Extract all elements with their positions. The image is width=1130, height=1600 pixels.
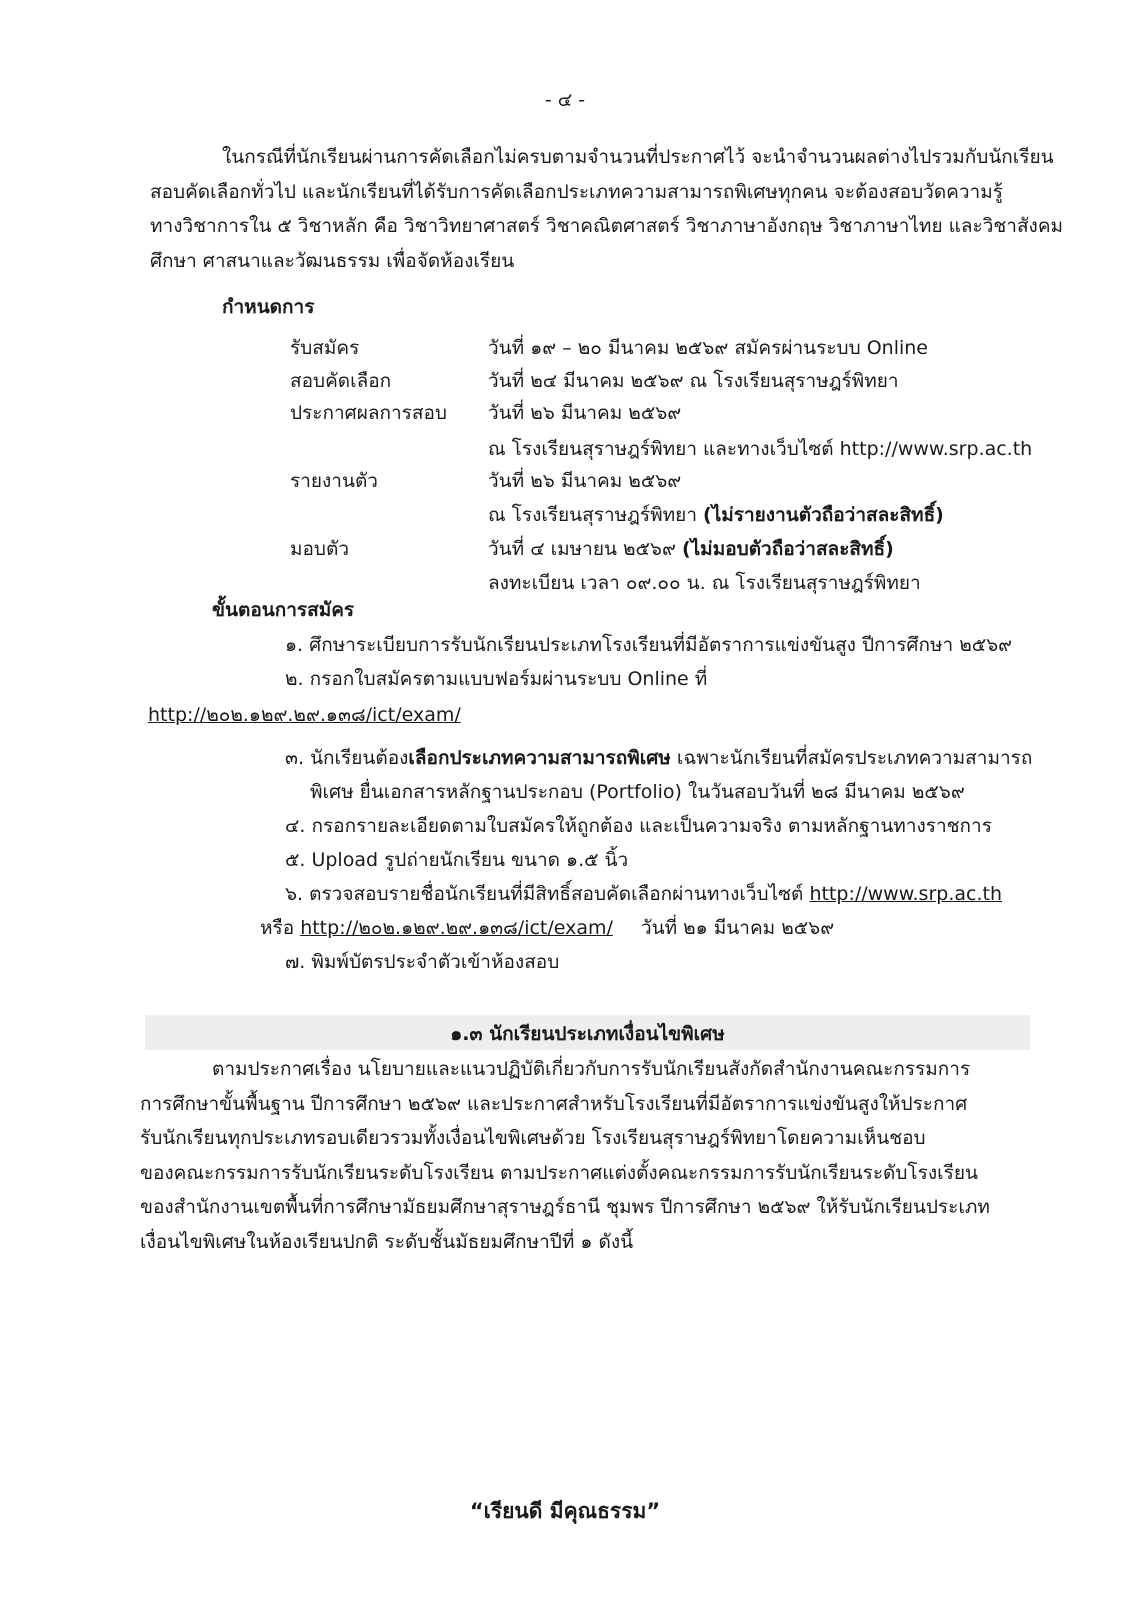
step-6-link-2[interactable]: http://๒๐๒.๑๒๙.๒๙.๑๓๘/ict/exam/ [300,917,613,939]
step-6-text: ๖. ตรวจสอบรายชื่อนักเรียนที่มีสิทธิ์สอบคัดเลือกผ่านทางเว็บไซต์ [285,883,810,905]
step-7: ๗. พิมพ์บัตรประจำตัวเข้าห้องสอบ [285,951,560,973]
page-number: - ๔ - [544,89,586,111]
intro-line-1: ในกรณีที่นักเรียนผ่านการคัดเลือกไม่ครบตามจำนวนที่ประกาศไว้ จะนำจำนวนผลต่างไปรวมกับนักเรียน [222,146,1054,168]
special-line-4: ของคณะกรรมการรับนักเรียนระดับโรงเรียน ตามประกาศแต่งตั้งคณะกรรมการรับนักเรียนระดับโรงเรียน [140,1161,978,1184]
schedule-apply-label: รับสมัคร [290,337,360,359]
schedule-enroll-value-1 [488,534,894,564]
schedule-enroll-note: (ไม่มอบตัวถือว่าสละสิทธิ์) [681,538,894,560]
schedule-enroll-date: วันที่ ๔ เมษายน ๒๕๖๙ [488,538,682,560]
section-banner-title: ๑.๓ นักเรียนประเภทเงื่อนไขพิเศษ [450,1023,725,1045]
schedule-report-label: รายงานตัว [290,470,378,492]
step-3-line-2: พิเศษ ยื่นเอกสารหลักฐานประกอบ (Portfolio) ในวันสอบวันที่ ๒๘ มีนาคม ๒๕๖๙ [310,781,965,803]
schedule-result-value-2: ณ โรงเรียนสุราษฎร์พิทยา และทางเว็บไซต์ http://www.srp.ac.th [488,438,1033,460]
schedule-apply-value: วันที่ ๑๙ – ๒๐ มีนาคม ๒๕๖๙ สมัครผ่านระบบ Online [488,337,928,359]
schedule-report-place: ณ โรงเรียนสุราษฎร์พิทยา [488,504,704,526]
schedule-report-note: (ไม่รายงานตัวถือว่าสละสิทธิ์) [703,504,944,526]
schedule-enroll-value-2: ลงทะเบียน เวลา ๐๙.๐๐ น. ณ โรงเรียนสุราษฎร์พิทยา [488,572,921,594]
step-6-date: วันที่ ๒๑ มีนาคม ๒๕๖๙ [640,917,835,939]
section-banner [145,1015,1030,1050]
step-3-rest: เฉพาะนักเรียนที่สมัครประเภทความสามารถ [670,747,1033,769]
schedule-enroll-label: มอบตัว [290,538,350,560]
special-line-5: ของสำนักงานเขตพื้นที่การศึกษามัธยมศึกษาสุราษฎร์ธานี ชุมพร ปีการศึกษา ๒๕๖๙ ให้รับนักเรียนประเภท [140,1196,990,1218]
step-1: ๑. ศึกษาระเบียบการรับนักเรียนประเภทโรงเรียนที่มีอัตราการแข่งขันสูง ปีการศึกษา ๒๕๖๙ [285,634,1013,656]
step-3 [285,743,1032,773]
schedule-result-value-1: วันที่ ๒๖ มีนาคม ๒๕๖๙ [488,402,682,424]
schedule-heading: กำหนดการ [222,296,315,318]
intro-line-2: สอบคัดเลือกทั่วไป และนักเรียนที่ได้รับการคัดเลือกประเภทความสามารถพิเศษทุกคน จะต้องสอบวัดความรู้ [150,180,1003,203]
special-line-3: รับนักเรียนทุกประเภทรอบเดียวรวมทั้งเงื่อนไขพิเศษด้วย โรงเรียนสุราษฎร์พิทยาโดยความเห็นชอบ [140,1127,926,1149]
step-3-prefix: ๓. นักเรียนต้อง [285,747,409,769]
intro-line-4: ศึกษา ศาสนาและวัฒนธรรม เพื่อจัดห้องเรียน [150,249,515,272]
schedule-report-value-1: วันที่ ๒๖ มีนาคม ๒๕๖๙ [488,470,682,492]
special-paragraph [140,1052,990,1259]
step-3-bold: เลือกประเภทความสามารถพิเศษ [408,747,671,769]
step-6-link[interactable]: http://www.srp.ac.th [809,883,1002,905]
step-4: ๔. กรอกรายละเอียดตามใบสมัครให้ถูกต้อง และเป็นความจริง ตามหลักฐานทางราชการ [285,815,992,837]
step-2: ๒. กรอกใบสมัครตามแบบฟอร์มผ่านระบบ Online ที่ [285,668,708,690]
intro-paragraph [150,140,1063,278]
step-6-or: หรือ [260,917,301,939]
schedule-report-value-2 [488,500,944,530]
step-2-link[interactable]: http://๒๐๒.๑๒๙.๒๙.๑๓๘/ict/exam/ [148,704,461,726]
special-line-6: เงื่อนไขพิเศษในห้องเรียนปกติ ระดับชั้นมัธยมศึกษาปีที่ ๑ ดังนี้ [140,1230,634,1253]
special-line-2: การศึกษาขั้นพื้นฐาน ปีการศึกษา ๒๕๖๙ และประกาศสำหรับโรงเรียนที่มีอัตราการแข่งขันสูงให้ประกาศ [140,1092,968,1115]
special-line-1: ตามประกาศเรื่อง นโยบายและแนวปฏิบัติเกี่ยวกับการรับนักเรียนสังกัดสำนักงานคณะกรรมการ [212,1058,971,1080]
intro-line-3: ทางวิชาการใน ๕ วิชาหลัก คือ วิชาวิทยาศาสตร์ วิชาคณิตศาสตร์ วิชาภาษาอังกฤษ วิชาภาษาไทย และวิชาสังคม [150,215,1064,237]
schedule-exam-label: สอบคัดเลือก [290,370,392,392]
step-6 [285,879,1002,909]
step-6-line-2 [260,913,834,943]
step-5: ๕. Upload รูปถ่ายนักเรียน ขนาด ๑.๕ นิ้ว [285,849,629,871]
steps-heading: ขั้นตอนการสมัคร [212,599,355,621]
schedule-exam-value: วันที่ ๒๔ มีนาคม ๒๕๖๙ ณ โรงเรียนสุราษฎร์พิทยา [488,370,899,392]
school-motto: “เรียนดี มีคุณธรรม” [469,1499,661,1523]
schedule-result-label: ประกาศผลการสอบ [290,402,447,424]
